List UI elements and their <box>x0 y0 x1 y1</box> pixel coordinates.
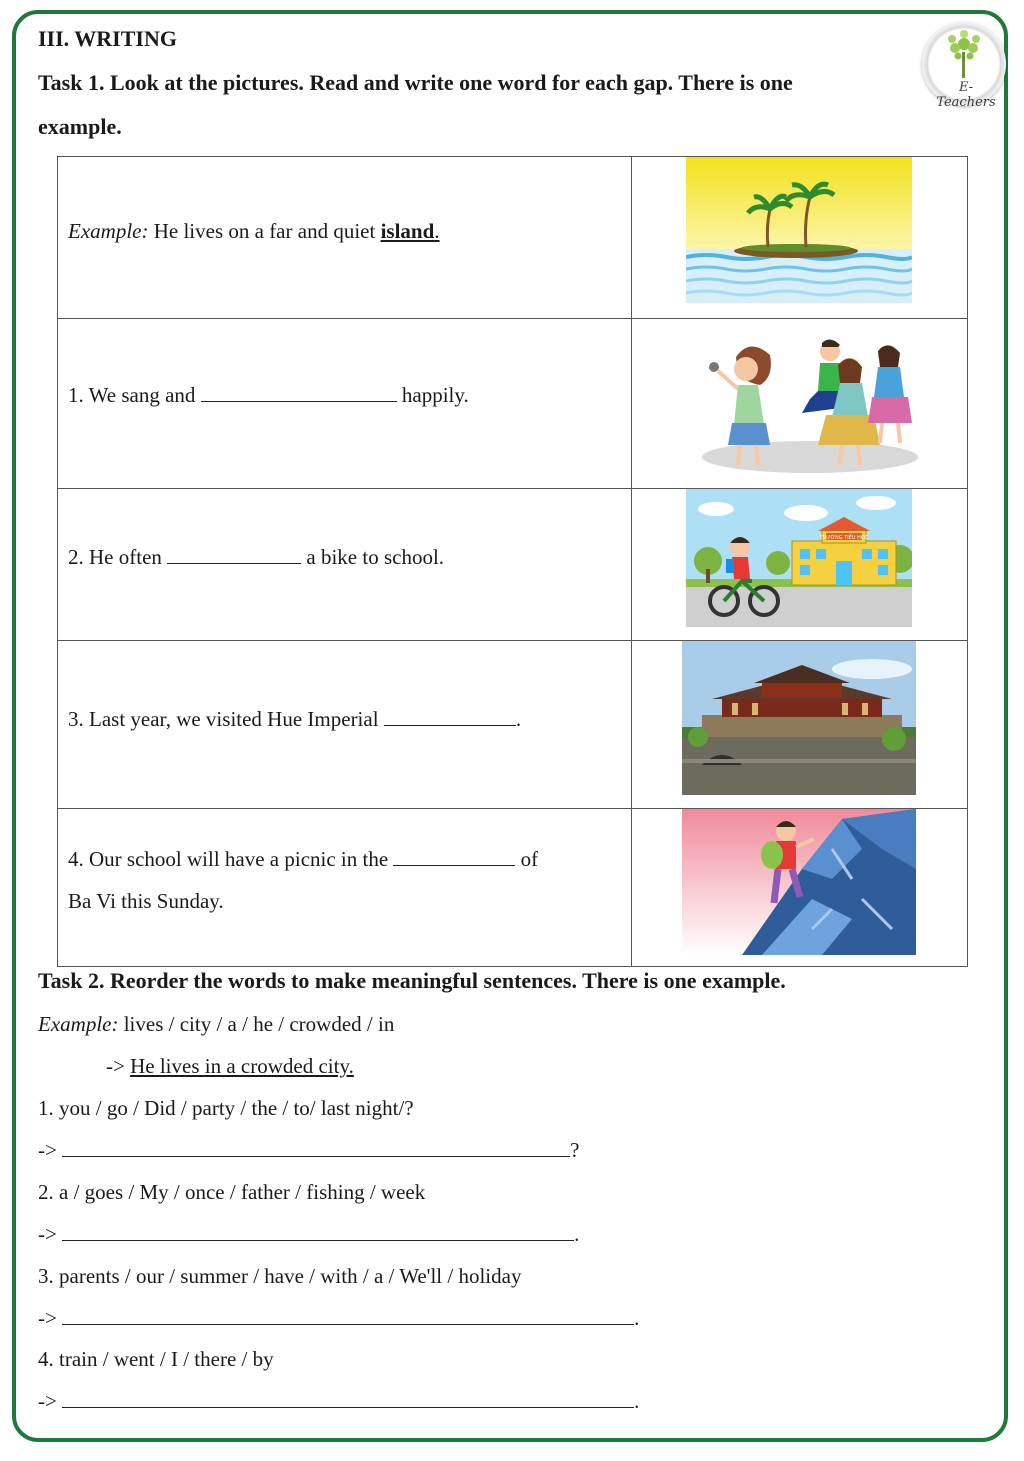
example-text: He lives on a far and quiet <box>153 219 376 243</box>
answer-blank[interactable] <box>62 1155 570 1157</box>
example-words: lives / city / a / he / crowded / in <box>123 1012 395 1036</box>
boy-cycling-to-school-picture <box>686 489 912 627</box>
reorder-item-3: 3. parents / our / summer / have / with / a / We'll / holiday <box>38 1264 522 1288</box>
logo-text: E-Teachers <box>936 80 996 110</box>
table-row <box>58 157 968 319</box>
table-row <box>58 641 968 809</box>
children-dancing-picture <box>698 327 918 477</box>
question-2: 2. He often a bike to school. <box>68 545 445 569</box>
answer-line-1: -> ? <box>38 1138 580 1162</box>
answer-blank[interactable] <box>384 724 516 726</box>
task2-example-answer: -> He lives in a crowded city. <box>106 1054 354 1078</box>
answer-blank[interactable] <box>62 1406 634 1408</box>
example-label: Example: <box>68 219 149 243</box>
table-row <box>58 489 968 641</box>
task2-example <box>38 1012 394 1037</box>
table-row <box>58 319 968 489</box>
task1-instruction-cont: example. <box>38 114 122 139</box>
table-row <box>58 809 968 967</box>
example-sentence <box>68 219 440 244</box>
question-4-line2: Ba Vi this Sunday. <box>68 889 224 913</box>
school-sign: TRƯỜNG TIỂU HỌC <box>819 535 869 541</box>
section-title: III. WRITING <box>38 26 177 51</box>
task2-instruction: Task 2. Reorder the words to make meaningful sentences. There is one example. <box>38 968 786 993</box>
reorder-item-4: 4. train / went / I / there / by <box>38 1347 274 1371</box>
island-picture <box>686 157 912 303</box>
answer-blank[interactable] <box>167 562 301 564</box>
answer-line-3: -> . <box>38 1306 640 1330</box>
e-teachers-logo <box>922 22 1006 110</box>
question-1: 1. We sang and happily. <box>68 383 469 407</box>
question-3: 3. Last year, we visited Hue Imperial . <box>68 707 522 731</box>
boy-climbing-mountain-picture <box>682 809 916 955</box>
question-4: 4. Our school will have a picnic in the of <box>68 847 539 871</box>
answer-line-2: -> . <box>38 1222 580 1246</box>
example-end: . <box>434 219 440 243</box>
example-answer: island <box>380 219 435 243</box>
example-answer: He lives in a crowded city. <box>130 1054 354 1078</box>
answer-blank[interactable] <box>62 1239 574 1241</box>
answer-blank[interactable] <box>393 864 515 866</box>
reorder-item-1: 1. you / go / Did / party / the / to/ last night/? <box>38 1096 414 1120</box>
answer-line-4: -> . <box>38 1389 640 1413</box>
answer-blank[interactable] <box>201 400 397 402</box>
reorder-item-2: 2. a / goes / My / once / father / fishing / week <box>38 1180 426 1204</box>
example-label: Example: <box>38 1012 119 1036</box>
task1-table <box>57 156 968 967</box>
hue-imperial-citadel-picture <box>682 641 916 795</box>
answer-blank[interactable] <box>62 1323 634 1325</box>
task1-instruction: Task 1. Look at the pictures. Read and write one word for each gap. There is one <box>38 70 793 95</box>
